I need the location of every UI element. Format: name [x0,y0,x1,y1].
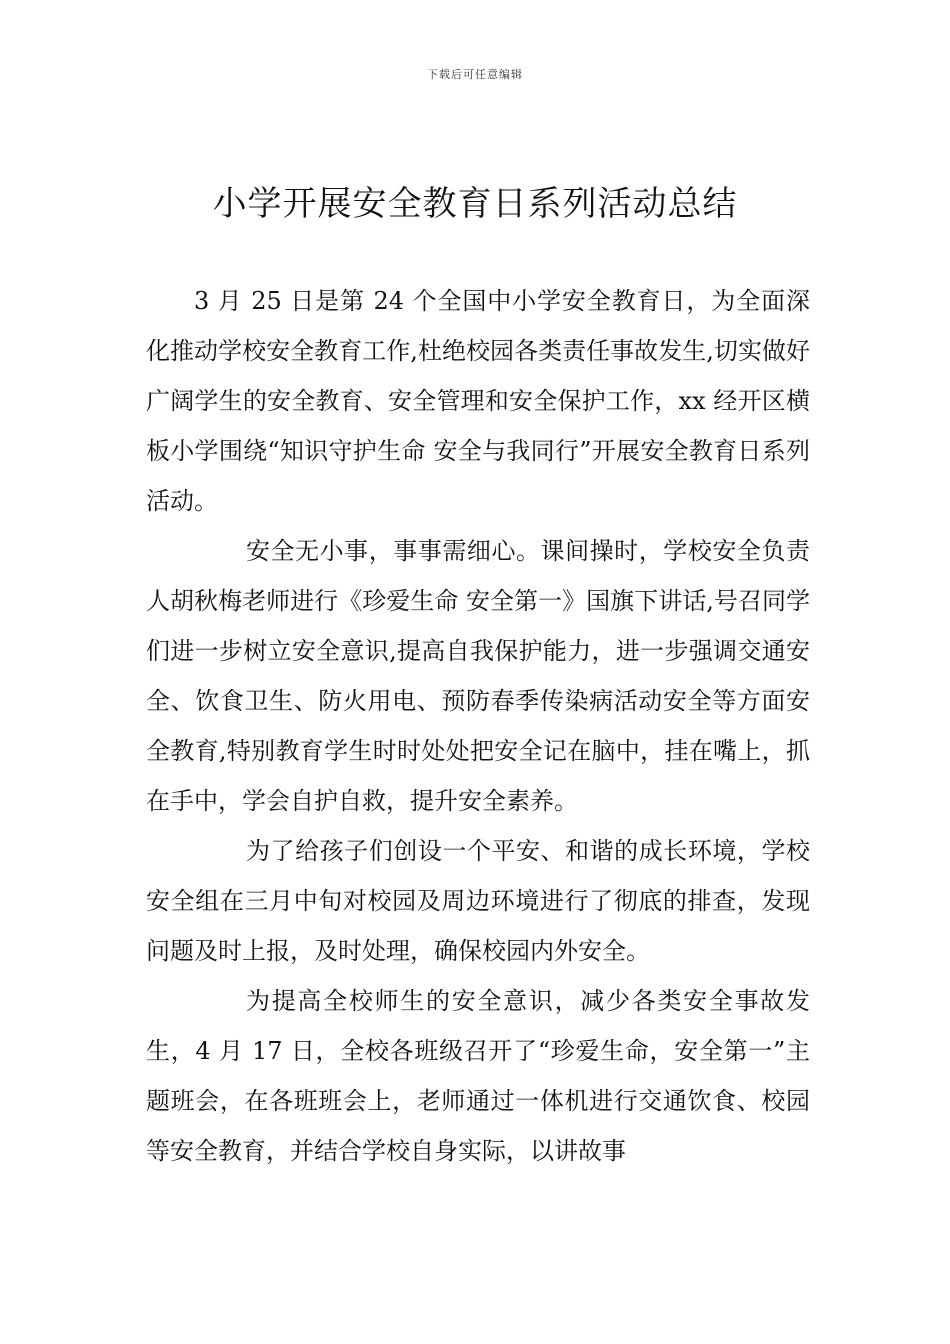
paragraph-2: 安全无小事，事事需细心。课间操时，学校安全负责人胡秋梅老师进行《珍爱生命 安全第一》国旗下讲话,号召同学们进一步树立安全意识,提高自我保护能力，进一步强调交通安全、饮食卫生、防火用电、预防春季传染病活动安全等方面安全教育,特别教育学生时时处处把安全记在脑中，挂在嘴上，抓在手中，学会自护自救，提升安全素养。 [146,537,810,815]
header-note: 下载后可任意编辑 [427,68,523,81]
paragraph-1: 3 月 25 日是第 24 个全国中小学安全教育日，为全面深化推动学校安全教育工作,杜绝校园各类责任事故发生,切实做好广阔学生的安全教育、安全管理和安全保护工作，xx 经开区横板小学围绕“知识守护生命 安全与我同行”开展安全教育日系列活动。 [146,287,810,515]
document-body [146,276,810,1176]
document-title: 小学开展安全教育日系列活动总结 [212,184,738,224]
paragraph-3: 为了给孩子们创设一个平安、和谐的成长环境，学校安全组在三月中旬对校园及周边环境进行了彻底的排查，发现问题及时上报，及时处理，确保校园内外安全。 [146,837,810,965]
paragraph-4: 为提高全校师生的安全意识，减少各类安全事故发生，4 月 17 日，全校各班级召开了“珍爱生命，安全第一”主题班会，在各班班会上，老师通过一体机进行交通饮食、校园等安全教育，并结合学校自身实际，以讲故事 [146,987,810,1165]
